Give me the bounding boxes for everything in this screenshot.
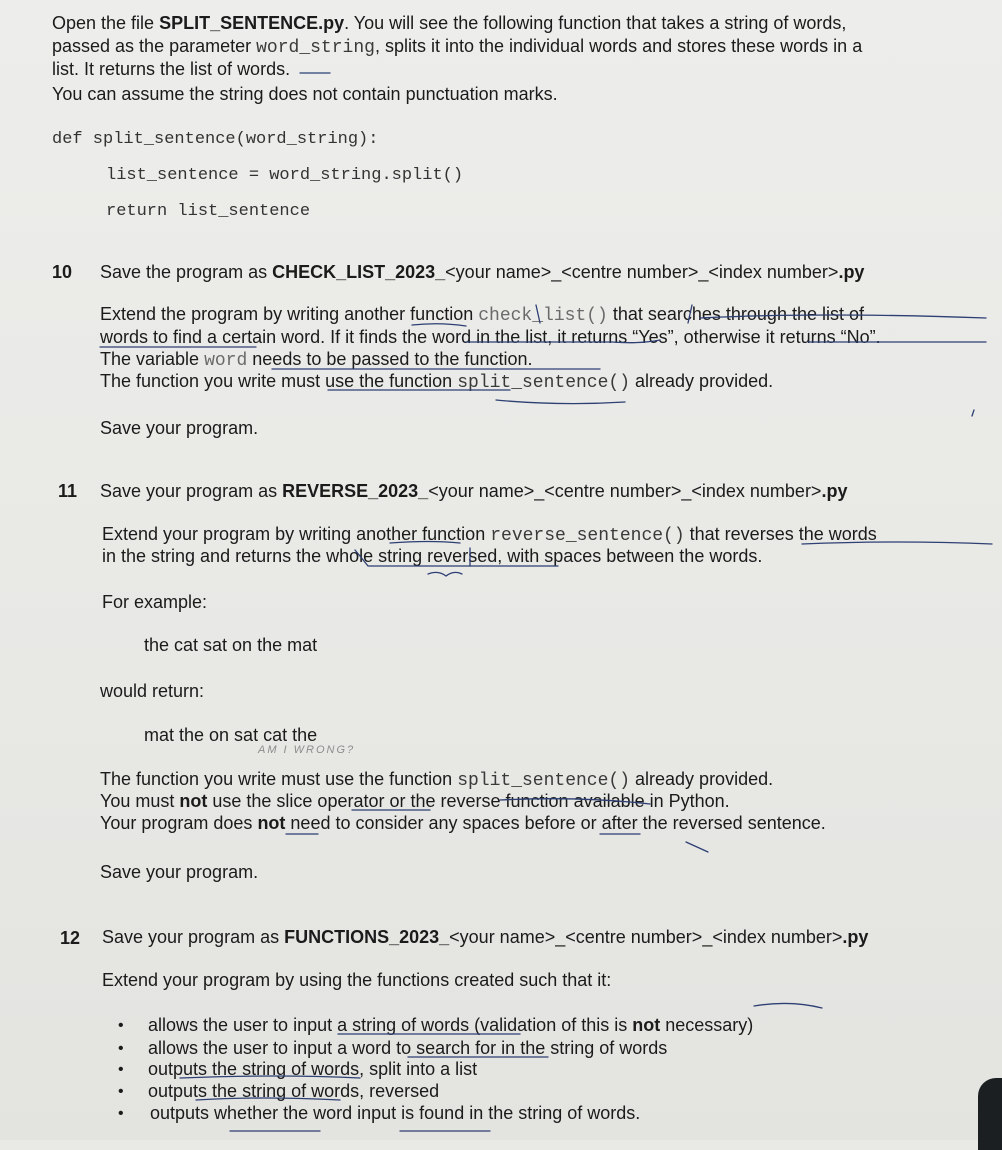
device-corner — [978, 1078, 1002, 1150]
squiggle-split-sentence — [496, 400, 625, 404]
q11-para-line-2: in the string and returns the whole string reversed, with spaces between the words. — [102, 546, 763, 566]
intro-line-4: You can assume the string does not contain punctuation marks. — [52, 84, 558, 104]
q11-example-output: mat the on sat cat the — [144, 725, 318, 745]
bullet-3: • — [118, 1061, 124, 1078]
q10-para-line-2: words to find a certain word. If it finds the word in the list, it returns “Yes”, otherwise it returns “No”. — [100, 327, 881, 347]
pen-dot — [972, 410, 974, 416]
q11-would-return: would return: — [100, 681, 205, 701]
q10-para-line-4: The function you write must use the function split_sentence() already provided. — [100, 371, 774, 393]
intro-line-1: Open the file SPLIT_SENTENCE.py. You will see the following function that takes a string of words, — [52, 13, 847, 33]
code-line-def: def split_sentence(word_string): — [52, 130, 379, 149]
question-11-number: 11 — [58, 481, 78, 501]
q12-bullet-3: outputs the string of words, split into a list — [148, 1059, 478, 1079]
pen-tick — [686, 842, 708, 852]
q11-example-input: the cat sat on the mat — [144, 635, 318, 655]
q11-save-instruction: Save your program as REVERSE_2023_<your name>_<centre number>_<index number>.py — [100, 481, 848, 501]
code-line-return: return list_sentence — [106, 202, 311, 221]
q11-save-program: Save your program. — [100, 862, 259, 882]
q12-bullet-4: outputs the string of words, reversed — [148, 1081, 440, 1101]
q12-bullet-5: outputs whether the word input is found in the string of words. — [150, 1103, 641, 1123]
q11-for-example: For example: — [102, 592, 208, 612]
question-10-number: 10 — [52, 262, 73, 282]
q12-lead-text: Extend your program by using the functions created such that it: — [102, 970, 612, 990]
q12-bullet-2: allows the user to input a word to search for in the string of words — [148, 1038, 668, 1058]
code-line-split: list_sentence = word_string.split() — [106, 166, 464, 185]
bullet-1: • — [118, 1017, 124, 1034]
question-12-number: 12 — [60, 928, 81, 948]
q10-save-instruction: Save the program as CHECK_LIST_2023_<your name>_<centre number>_<index number>.py — [100, 262, 865, 282]
bullet-4: • — [118, 1083, 124, 1100]
q10-save-program: Save your program. — [100, 418, 259, 438]
handwritten-margin-note: AM I WRONG? — [258, 744, 356, 756]
q11-rule-line-1: The function you write must use the function split_sentence() already provided. — [100, 769, 774, 791]
q12-save-instruction: Save your program as FUNCTIONS_2023_<your name>_<centre number>_<index number>.py — [102, 927, 869, 947]
bullet-5: • — [118, 1105, 124, 1122]
q11-rule-line-3: Your program does not need to consider any spaces before or after the reversed sentence. — [100, 813, 826, 833]
q12-bullet-1: allows the user to input a string of words (validation of this is not necessary) — [148, 1015, 754, 1035]
bullet-2: • — [118, 1040, 124, 1057]
q11-para-line-1: Extend your program by writing another function reverse_sentence() that reverses the words — [102, 524, 877, 546]
intro-line-2: passed as the parameter word_string, splits it into the individual words and stores these words in a — [52, 36, 863, 58]
q10-para-line-1: Extend the program by writing another function check_list() that searches through the list of — [100, 304, 864, 326]
squiggle-reversed — [428, 572, 462, 576]
q10-para-line-3: The variable word needs to be passed to the function. — [100, 349, 533, 371]
arc-necessary — [754, 1003, 822, 1008]
intro-line-3: list. It returns the list of words. — [52, 59, 291, 79]
q11-rule-line-2: You must not use the slice operator or the reverse function available in Python. — [100, 791, 730, 811]
